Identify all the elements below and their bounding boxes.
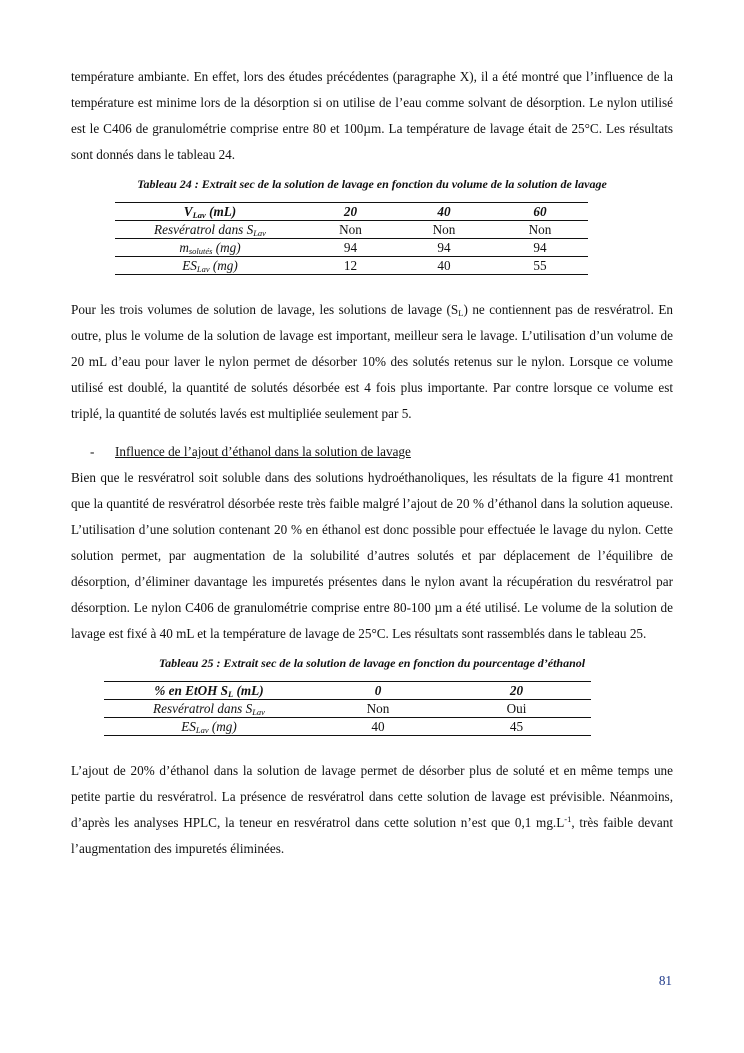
table-25-caption: Tableau 25 : Extrait sec de la solution de lavage en fonction du pourcentage d’éthanol (158, 656, 586, 670)
paragraph-4: L’ajout de 20% d’éthanol dans la solution de lavage permet de désorber plus de soluté et en même temps une petite partie du resvératrol. La présence de resvératrol dans cette solution de lavage est prévisible. Néanmoins, d’après les analyses HPLC, la teneur en resvératrol dans cette solution n’est que 0,1 $mg.L^{-1}$, très faible devant l’augmentation des impuretés éliminées. (71, 763, 673, 856)
table-cell: 40 (396, 257, 492, 275)
paragraph-2: Pour les trois volumes de solution de lavage, les solutions de lavage $(S_L)$ ne contiennent pas de resvératrol. En outre, plus le volume de la solution de lavage est important, meilleur sera le lavage. L’utilisation d’un volume de 20 mL d’eau pour laver le nylon permet de désorber 10% des solutés retenus sur le nylon. Lorsque ce volume utilisé est doublé, la quantité de solutés désorbée est 4 fois plus importante. Par contre lorsque ce volume est triplé, la quantité de solutés lavés est multipliée seulement par 5. (71, 302, 673, 421)
table-24 (115, 202, 588, 275)
table-cell: 12 (305, 257, 396, 275)
table-24-header-cell: 20 (305, 203, 396, 221)
table-cell: Non (396, 221, 492, 239)
table-cell: 94 (492, 239, 588, 257)
page-number: 81 (658, 973, 672, 988)
table-cell: 45 (442, 718, 591, 736)
table-cell: 94 (305, 239, 396, 257)
table-25-header-cell: 0 (314, 682, 442, 700)
bullet-dash: - (90, 444, 95, 459)
table-row (115, 221, 588, 239)
table-row (104, 700, 591, 718)
document-page (71, 64, 673, 862)
row-label: $ES_{Lav}$ (mg) (104, 718, 314, 736)
row-label: Resvératrol dans $S_{Lav}$ (104, 700, 314, 718)
table-25-header-row (104, 682, 591, 700)
paragraph-1: température ambiante. En effet, lors des études précédentes (paragraphe X), il a été montré que l’influence de la température est minime lors de la désorption si on utilise de l’eau comme solvant de désorption. Le nylon utilisé est le C406 de granulométrie comprise entre 80 et 100µm. La température de lavage était de 25°C. Les résultats sont donnés dans le tableau 24. (71, 69, 673, 162)
table-24-caption: Tableau 24 : Extrait sec de la solution de lavage en fonction du volume de la solution de lavage (137, 177, 607, 191)
table-row (115, 239, 588, 257)
table-24-header-label: $V_{Lav}$ (mL) (115, 203, 305, 221)
table-25 (104, 681, 591, 736)
table-24-header-row (115, 203, 588, 221)
section-heading: Influence de l’ajout d’éthanol dans la solution de lavage (115, 444, 411, 459)
table-cell: Non (305, 221, 396, 239)
table-25-header-label: % en EtOH $S_L$ (mL) (104, 682, 314, 700)
row-label: Resvératrol dans $S_{Lav}$ (115, 221, 305, 239)
table-24-header-cell: 40 (396, 203, 492, 221)
table-cell: Oui (442, 700, 591, 718)
table-row (115, 257, 588, 275)
table-cell: 94 (396, 239, 492, 257)
table-cell: 40 (314, 718, 442, 736)
table-24-header-cell: 60 (492, 203, 588, 221)
bullet-item (71, 439, 673, 465)
table-cell: Non (492, 221, 588, 239)
row-label: $m_{solutés}$ (mg) (115, 239, 305, 257)
table-row (104, 718, 591, 736)
row-label: $ES_{Lav}$ (mg) (115, 257, 305, 275)
table-25-header-cell: 20 (442, 682, 591, 700)
table-cell: 55 (492, 257, 588, 275)
table-cell: Non (314, 700, 442, 718)
paragraph-3: Bien que le resvératrol soit soluble dans des solutions hydroéthanoliques, les résultats de la figure 41 montrent que la quantité de resvératrol désorbée reste très faible malgré l’ajout de 20 % d’éthanol dans la solution aqueuse. L’utilisation d’une solution contenant 20 % en éthanol est donc possible pour effectuée le lavage du nylon. Cette solution permet, par augmentation de la solubilité d’autres solutés et par déplacement de l’équilibre de désorption, d’éliminer davantage les impuretés présentes dans le nylon avant la récupération du resvératrol par désorption. Le nylon C406 de granulométrie comprise entre 80-100 µm a été utilisé. Le volume de la solution de lavage est fixé à 40 mL et la température de lavage de 25°C. Les résultats sont rassemblés dans le tableau 25. (71, 470, 673, 641)
